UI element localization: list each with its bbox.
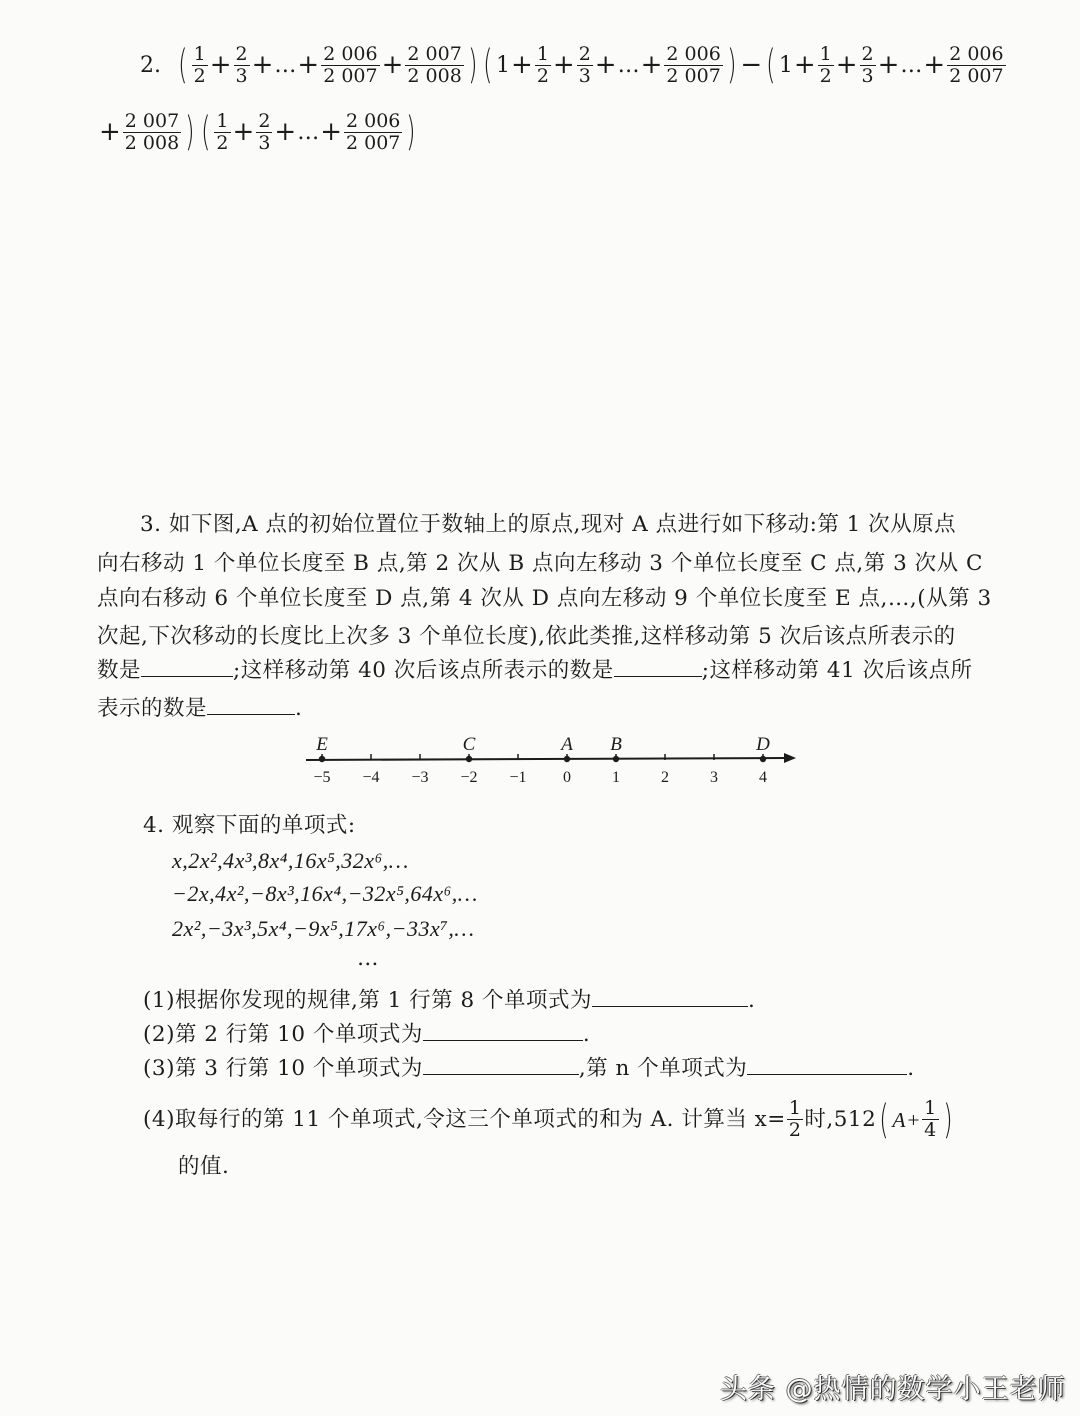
point-C (466, 756, 472, 762)
q4-part-4: (4)取每行的第 11 个单项式,令这三个单项式的和为 A. 计算当 x= $\frac{1}{2}$ 时,512 ( A+ $\frac{1}{4}$ ) (143, 1096, 953, 1143)
arrow-head-icon (784, 753, 796, 763)
answer-blank-40th[interactable] (614, 654, 702, 677)
q3-line-3: 点向右移动 6 个单位长度至 D 点,第 4 次从 D 点向左移动 9 个单位长度至 E 点,…,(从第 3 (97, 586, 992, 611)
q3-line-6: 表示的数是 . (97, 690, 302, 728)
q4-part-3: (3)第 3 行第 10 个单项式为 ,第 n 个单项式为 . (143, 1050, 915, 1088)
svg-text:C: C (462, 734, 476, 755)
svg-text:−1: −1 (509, 769, 527, 786)
q3-line-5: 数是 ;这样移动第 40 次后该点所表示的数是 ;这样移动第 41 次后该点所 (97, 652, 973, 690)
svg-text:B: B (610, 734, 622, 755)
fraction: $\frac{1}{2}$ (788, 1097, 802, 1141)
q4-row-2: −2x,4x²,−8x³,16x⁴,−32x⁵,64x⁶,… (172, 881, 478, 906)
svg-text:−5: −5 (313, 769, 331, 786)
q3-line-2: 向右移动 1 个单位长度至 B 点,第 2 次从 B 点向左移动 3 个单位长度至 C 点,第 3 次从 C (97, 551, 983, 576)
fraction: $\frac{1}{2}$ (216, 109, 229, 154)
fraction: $\frac{1}{4}$ (924, 1097, 937, 1141)
answer-blank-p1[interactable] (592, 984, 748, 1007)
fraction: $\frac{1}{2}$ (536, 42, 549, 87)
q4-vdots: … (357, 946, 379, 971)
q4-title: 4. 观察下面的单项式: (143, 813, 356, 838)
paren-open: ( (178, 42, 188, 88)
q2-expression-line2: + $\frac{2 007}{2 008}$ ) ( $\frac{1}{2}$ + $\frac{2}{3}$ + … + $\frac{2 006}{2 007}$ ) (99, 109, 416, 155)
q3-line-1: 3. 如下图,A 点的初始位置位于数轴上的原点,现对 A 点进行如下移动:第 1 次从原点 (140, 512, 957, 537)
q3-line-4: 次起,下次移动的长度比上次多 3 个单位长度),依此类推,这样移动第 5 次后该点所表示的 (97, 624, 956, 649)
q4-row-3: 2x²,−3x³,5x⁴,−9x⁵,17x⁶,−33x⁷,… (172, 916, 475, 941)
fraction: $\frac{2 006}{2 007}$ (666, 42, 721, 87)
svg-text:A: A (561, 734, 573, 755)
point-A (564, 756, 570, 762)
fraction: $\frac{1}{2}$ (819, 42, 832, 87)
fraction: $\frac{1}{2}$ (193, 42, 206, 87)
point-D (760, 756, 766, 762)
q2-number: 2. (140, 52, 161, 78)
svg-text:E: E (316, 734, 328, 755)
answer-blank-p3-10th[interactable] (423, 1052, 579, 1075)
fraction: $\frac{2 007}{2 008}$ (124, 109, 180, 154)
point-E (319, 756, 325, 762)
q4-row-1: x,2x²,4x³,8x⁴,16x⁵,32x⁶,… (172, 848, 409, 873)
svg-text:0: 0 (563, 769, 571, 786)
svg-text:−3: −3 (411, 769, 429, 786)
svg-text:D: D (756, 734, 770, 755)
number-line-figure (300, 730, 810, 790)
fraction: $\frac{2 007}{2 008}$ (407, 42, 462, 87)
svg-text:4: 4 (759, 769, 767, 786)
svg-text:1: 1 (612, 769, 620, 786)
fraction: $\frac{2}{3}$ (258, 109, 271, 154)
fraction: $\frac{2}{3}$ (235, 42, 248, 87)
svg-text:−4: −4 (362, 769, 380, 786)
svg-text:2: 2 (661, 769, 669, 786)
point-B (613, 756, 619, 762)
answer-blank-p3-nth[interactable] (747, 1052, 907, 1075)
svg-text:3: 3 (710, 769, 718, 786)
q4-part-4-line2: 的值. (178, 1154, 230, 1179)
q4-part-2: (2)第 2 行第 10 个单项式为 . (143, 1016, 590, 1054)
answer-blank-5th[interactable] (141, 654, 233, 677)
fraction: $\frac{2}{3}$ (578, 42, 591, 87)
answer-blank-41st[interactable] (207, 692, 295, 715)
fraction: $\frac{2 006}{2 007}$ (323, 42, 378, 87)
answer-blank-p2[interactable] (423, 1018, 583, 1041)
fraction: $\frac{2}{3}$ (861, 42, 874, 87)
watermark-text: 头条 @热情的数学小王老师 (720, 1374, 1066, 1405)
q2-expression-line1: 2. ( $\frac{1}{2}$ + $\frac{2}{3}$ + … + $\frac{2 006}{2 007}$ + $\frac{2 007}{2 008}$ ) ( 1 + $\frac{1}{2}$ + $\frac{2}{3}$ + … + $\frac{2 006}{2 007}$ ) − ( 1 + $\frac{1}{2}$ + $\frac{2}{3}$ + … + $\frac{2 006}{2 007}$ (140, 42, 1004, 88)
svg-text:−2: −2 (460, 769, 478, 786)
fraction: $\frac{2 006}{2 007}$ (949, 42, 1004, 87)
q4-part-1: (1)根据你发现的规律,第 1 行第 8 个单项式为 . (143, 982, 755, 1020)
fraction: $\frac{2 006}{2 007}$ (346, 109, 401, 154)
